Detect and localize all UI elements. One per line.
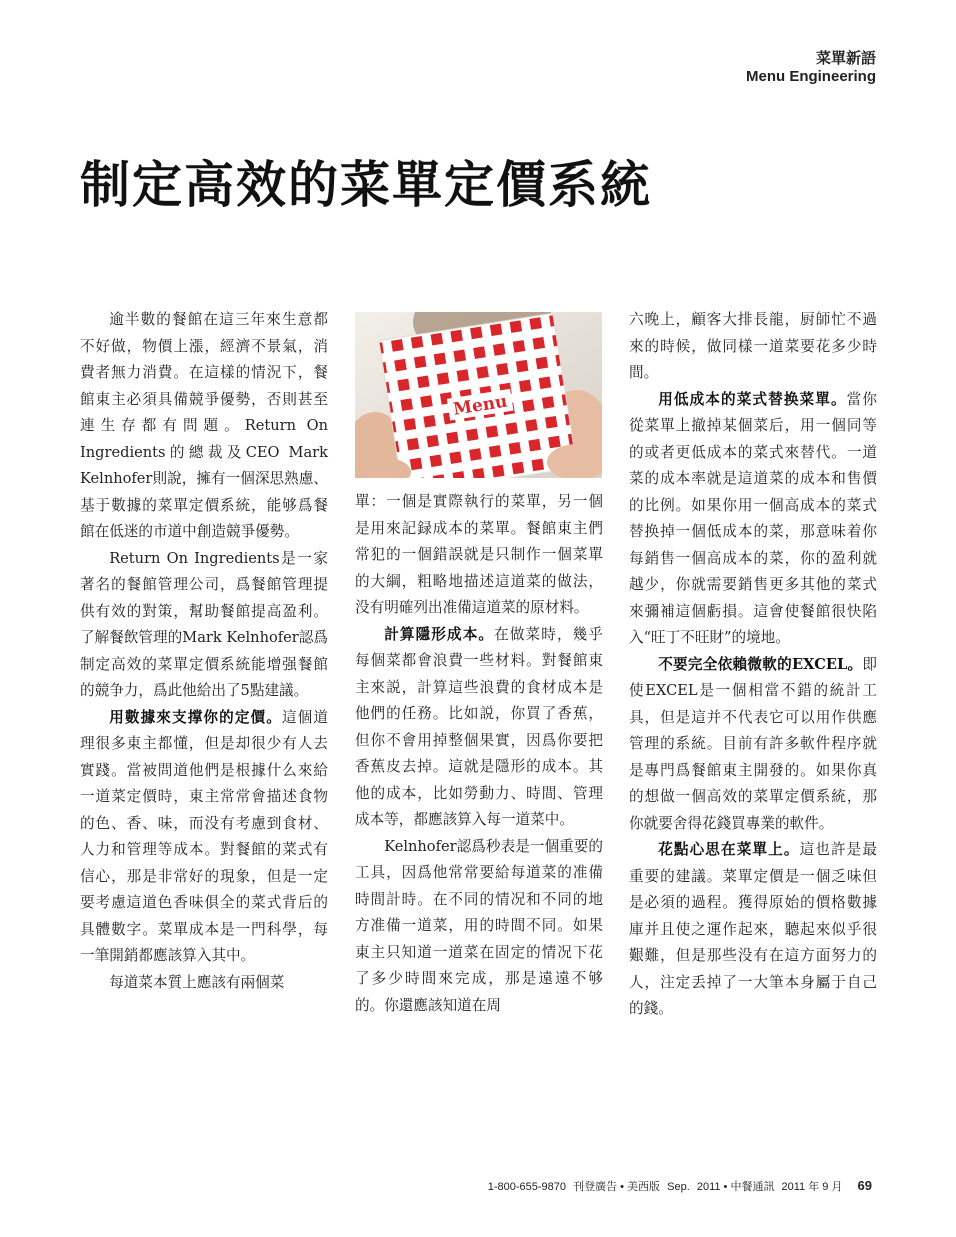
paragraph: 六晚上，顧客大排長龍，厨師忙不過來的時候，做同樣一道菜要花多少時間。 <box>629 311 877 381</box>
footer-phone: 1-800-655-9870 <box>487 1181 567 1193</box>
section-title-zh: 菜單新語 <box>815 50 876 67</box>
page-footer <box>488 1178 876 1194</box>
paragraph: 單：一個是實際執行的菜單，另一個是用來記録成本的菜單。餐館東主們常犯的一個錯誤就是只制作一個菜單的大綱，粗略地描述這道菜的做法，没有明確列出准備這道菜的原材料。 <box>355 493 603 616</box>
article-column-2 <box>355 489 603 1019</box>
paragraph-heading: 計算隱形成本。 <box>384 625 495 643</box>
paragraph <box>80 705 328 970</box>
section-title-en: Menu Engineering <box>745 68 876 85</box>
menu-photo <box>355 312 602 478</box>
footer-publication: 2011 • 中餐通訊 <box>696 1181 775 1193</box>
footer-month: Sep. <box>667 1181 690 1193</box>
article-title: 制定高效的菜單定價系統 <box>80 155 652 214</box>
menu-photo-illustration <box>355 312 602 478</box>
article-column-1 <box>80 307 328 996</box>
paragraph-heading: 用低成本的菜式替换菜單。 <box>658 390 847 408</box>
paragraph <box>355 622 603 834</box>
paragraph <box>629 387 877 652</box>
article-column-3 <box>629 307 877 1023</box>
paragraph-text: 即使EXCEL是一個相當不錯的統計工具，但是這并不代表它可以用作供應管理的系統。目前有許多軟件程序就是專門爲餐館東主開發的。如果你真的想做一個高效的菜單定價系統，那你就要舍得花錢買專業的軟件。 <box>629 655 877 832</box>
paragraph-text: 當你從菜單上撤掉某個菜后，用一個同等的或者更低成本的菜式來替代。一道菜的成本率就是這道菜的成本和售價的比例。如果你用一個高成本的菜式替换掉一個低成本的菜，那意味着你每銷售一個高成本的菜，你的盈利就越少，你就需要銷售更多其他的菜式來彌補這個虧損。這會使餐館很快陷入“旺丁不旺財”的境地。 <box>629 390 877 646</box>
paragraph: 逾半數的餐館在這三年來生意都不好做，物價上漲，經濟不景氣，消費者無力消費。在這樣的情況下，餐館東主必須具備競爭優勢，否則甚至連生存都有問題。Return On Ingredients的總裁及CEO Mark Kelnhofer則說，擁有一個深思熟慮、基于數據的菜單定價系統，能够爲餐館在低迷的市道中創造競爭優勢。 <box>80 311 328 540</box>
menu-label: Menu <box>451 391 509 420</box>
section-header <box>746 50 876 86</box>
paragraph-heading: 不要完全依賴微軟的EXCEL。 <box>658 655 863 673</box>
paragraph-text: 在做菜時，幾乎每個菜都會浪費一些材料。對餐館東主來説，計算這些浪費的食材成本是他們的任務。比如説，你買了香蕉，但你不會用掉整個果實，因爲你要把香蕉皮去掉。這就是隱形的成本。其他的成本，比如勞動力、時間、管理成本等，都應該算入每一道菜中。 <box>355 625 603 828</box>
paragraph-text: 這個道理很多東主都懂，但是却很少有人去實踐。當被問道他們是根據什么來給一道菜定價時，東主常常會描述食物的色、香、味，而没有考慮到食材、人力和管理等成本。對餐館的菜式有信心，那是非常好的現象，但是一定要考慮這道色香味俱全的菜式背后的具體數字。菜單成本是一門科學，每一筆開銷都應該算入其中。 <box>80 708 328 964</box>
paragraph: 每道菜本質上應該有兩個菜 <box>109 973 285 991</box>
paragraph-text: 這也許是最重要的建議。菜單定價是一個乏味但是必須的過程。獲得原始的價格數據庫并且使之運作起來，聽起來似乎很艱難，但是那些没有在這方面努力的人，注定丢掉了一大筆本身屬于自己的錢。 <box>629 841 877 1017</box>
page-number: 69 <box>857 1178 872 1193</box>
paragraph: Return On Ingredients是一家著名的餐館管理公司，爲餐館管理提供有效的對策，幫助餐館提高盈利。了解餐飲管理的Mark Kelnhofer認爲制定高效的菜單定價系統能增强餐館的競争力，爲此他給出了5點建議。 <box>80 549 328 699</box>
paragraph: Kelnhofer認爲秒表是一個重要的工具，因爲他常常要給每道菜的准備時間計時。在不同的情况和不同的地方准備一道菜，用的時間不同。如果東主只知道一道菜在固定的情况下花了多少時間來完成，那是遠遠不够的。你還應該知道在周 <box>355 837 603 1014</box>
paragraph-heading: 花點心思在菜單上。 <box>658 841 800 858</box>
footer-ad-text: 刊登廣告 • 美西版 <box>573 1181 661 1193</box>
paragraph-heading: 用數據來支撑你的定價。 <box>109 708 282 726</box>
paragraph <box>629 652 877 838</box>
paragraph <box>629 837 877 1023</box>
footer-date-zh: 2011 年 9 月 <box>781 1181 843 1193</box>
